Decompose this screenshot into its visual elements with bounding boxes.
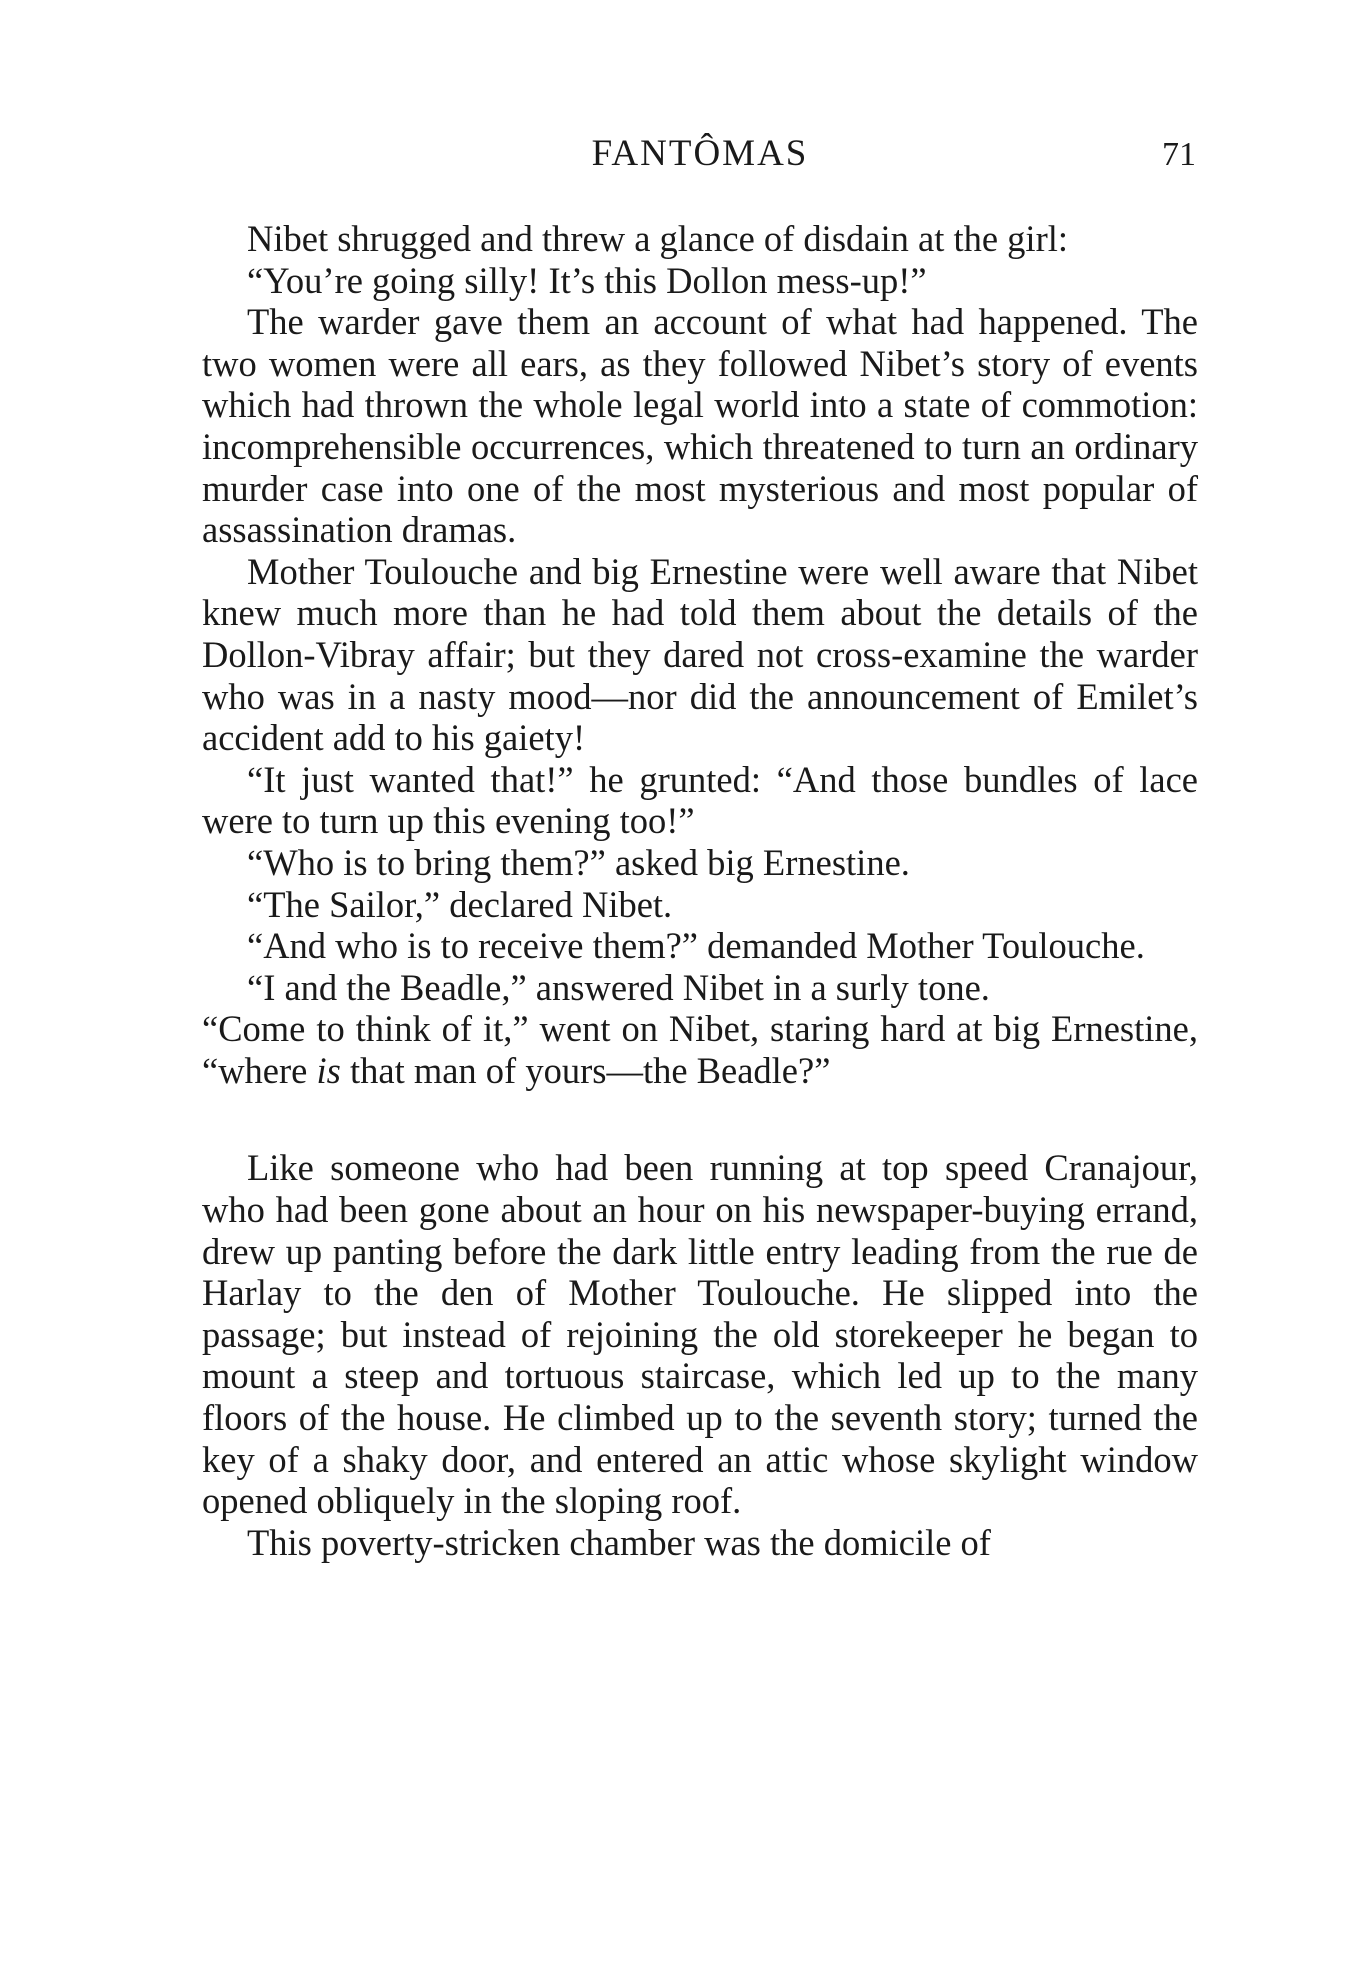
paragraph: “I and the Beadle,” answered Nibet in a surly tone. xyxy=(247,966,990,1008)
section-break xyxy=(202,1091,1198,1147)
paragraph-text: “Come to think of it,” went on Nibet, staring hard at big Ernestine, “where xyxy=(202,1008,1198,1091)
page-header xyxy=(202,128,1198,188)
paragraph xyxy=(202,1008,1198,1091)
paragraph: “And who is to receive them?” demanded Mother Toulouche. xyxy=(247,925,1145,967)
running-title: FANTÔMAS xyxy=(591,133,809,174)
body-text xyxy=(202,218,1198,1563)
paragraph: Like someone who had been running at top speed Cranajour, who had been gone about an hour on his newspaper-buying errand, drew up panting before the dark little entry leading from the rue de Harlay to the den of Mother Toulouche. He slipped into the passage; but instead of rejoining the old storekeeper he began to mount a steep and tortuous staircase, which led up to the many floors of the house. He climbed up to the seventh story; turned the key of a shaky door, and entered an attic whose skylight window opened obliquely in the sloping roof. xyxy=(202,1147,1198,1522)
paragraph: The warder gave them an account of what had happened. The two women were all ears, as they followed Nibet’s story of events which had thrown the whole legal world into a state of commotion: incomprehensible occurrences, which threatened to turn an ordinary murder case into one of the most mysterious and most popular of assassination dramas. xyxy=(202,301,1198,551)
book-page xyxy=(202,128,1198,1563)
paragraph-text: that man of yours—the Beadle?” xyxy=(340,1049,831,1091)
paragraph: “It just wanted that!” he grunted: “And those bundles of lace were to turn up this evening too!” xyxy=(202,758,1198,842)
paragraph: Mother Toulouche and big Ernestine were well aware that Nibet knew much more than he had told them about the details of the Dollon-Vibray affair; but they dared not cross-examine the warder who was in a nasty mood—nor did the announcement of Emilet’s accident add to his gaiety! xyxy=(202,550,1198,759)
paragraph: “Who is to bring them?” asked big Ernestine. xyxy=(247,841,910,883)
paragraph: Nibet shrugged and threw a glance of disdain at the girl: xyxy=(247,218,1069,259)
paragraph: “The Sailor,” declared Nibet. xyxy=(247,883,673,925)
emphasis-text: is xyxy=(316,1049,341,1091)
paragraph: “You’re going silly! It’s this Dollon mess-up!” xyxy=(247,259,927,301)
page-number: 71 xyxy=(1162,136,1196,173)
paragraph: This poverty-stricken chamber was the domicile of xyxy=(247,1521,991,1563)
